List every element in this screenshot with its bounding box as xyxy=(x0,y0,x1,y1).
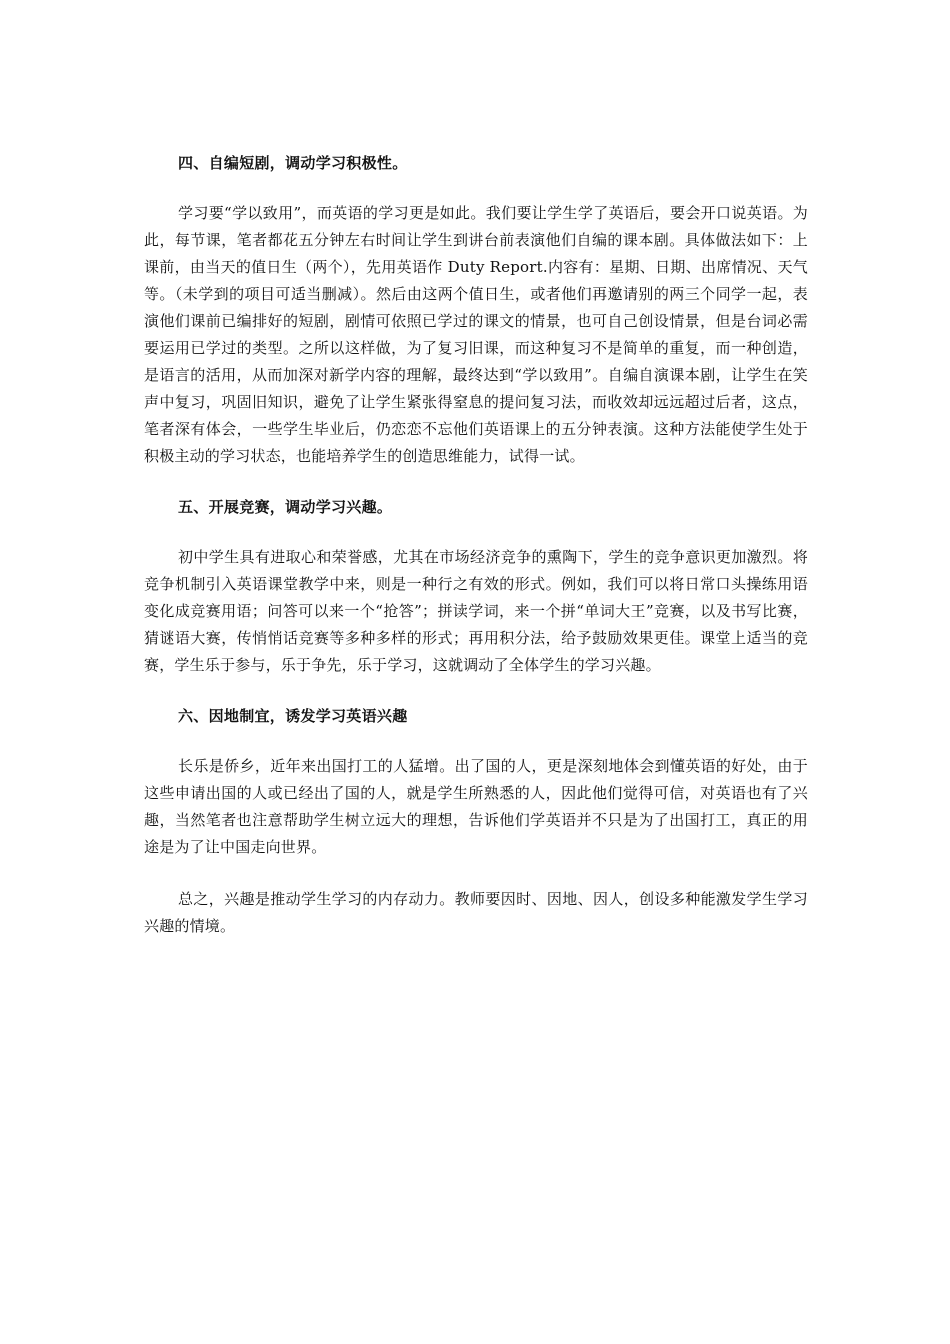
section-heading-6: 六、因地制宜，诱发学习英语兴趣 xyxy=(178,707,408,725)
section-4-paragraph: 学习要“学以致用”，而英语的学习更是如此。我们要让学生学了英语后，要会开口说英语。为此，每节课，笔者都花五分钟左右时间让学生到讲台前表演他们自编的课本剧。具体做法如下：上课前，由当天的值日生（两个），先用英语作 Duty Report.内容有：星期、日期、出席情况、天气等。（未学到的项目可适当删减）。然后由这两个值日生，或者他们再邀请别的两三个同学一起，表演他们课前已编排好的短剧，剧情可依照已学过的课文的情景，也可自己创设情景，但是台词必需要运用已学过的类型。之所以这样做，为了复习旧课，而这种复习不是简单的重复，而一种创造，是语言的活用，从而加深对新学内容的理解，最终达到“学以致用”。自编自演课本剧，让学生在笑声中复习，巩固旧知识，避免了让学生紧张得窒息的提问复习法，而收效却远远超过后者，这点，笔者深有体会，一些学生毕业后，仍恋恋不忘他们英语课上的五分钟表演。这种方法能使学生处于积极主动的学习状态，也能培养学生的创造思维能力，试得一试。 xyxy=(144,204,808,465)
section-6-paragraph: 长乐是侨乡，近年来出国打工的人猛增。出了国的人，更是深刻地体会到懂英语的好处，由于这些申请出国的人或已经出了国的人，就是学生所熟悉的人，因此他们觉得可信，对英语也有了兴趣，当然笔者也注意帮助学生树立远大的理想，告诉他们学英语并不只是为了出国打工，真正的用途是为了让中国走向世界。 xyxy=(144,757,808,856)
section-heading-4: 四、自编短剧，调动学习积极性。 xyxy=(178,154,408,172)
document-body xyxy=(144,151,808,940)
conclusion-paragraph: 总之，兴趣是推动学生学习的内存动力。教师要因时、因地、因人，创设多种能激发学生学习兴趣的情境。 xyxy=(144,890,808,935)
section-heading-5: 五、开展竞赛，调动学习兴趣。 xyxy=(178,498,393,516)
section-5-paragraph: 初中学生具有进取心和荣誉感，尤其在市场经济竞争的熏陶下，学生的竞争意识更加激烈。将竞争机制引入英语课堂教学中来，则是一种行之有效的形式。例如，我们可以将日常口头操练用语变化成竞赛用语；问答可以来一个“抢答”；拼读学词，来一个拼“单词大王”竞赛，以及书写比赛，猜谜语大赛，传悄悄话竞赛等多种多样的形式；再用积分法，给予鼓励效果更佳。课堂上适当的竞赛，学生乐于参与，乐于争先，乐于学习，这就调动了全体学生的学习兴趣。 xyxy=(144,548,808,674)
